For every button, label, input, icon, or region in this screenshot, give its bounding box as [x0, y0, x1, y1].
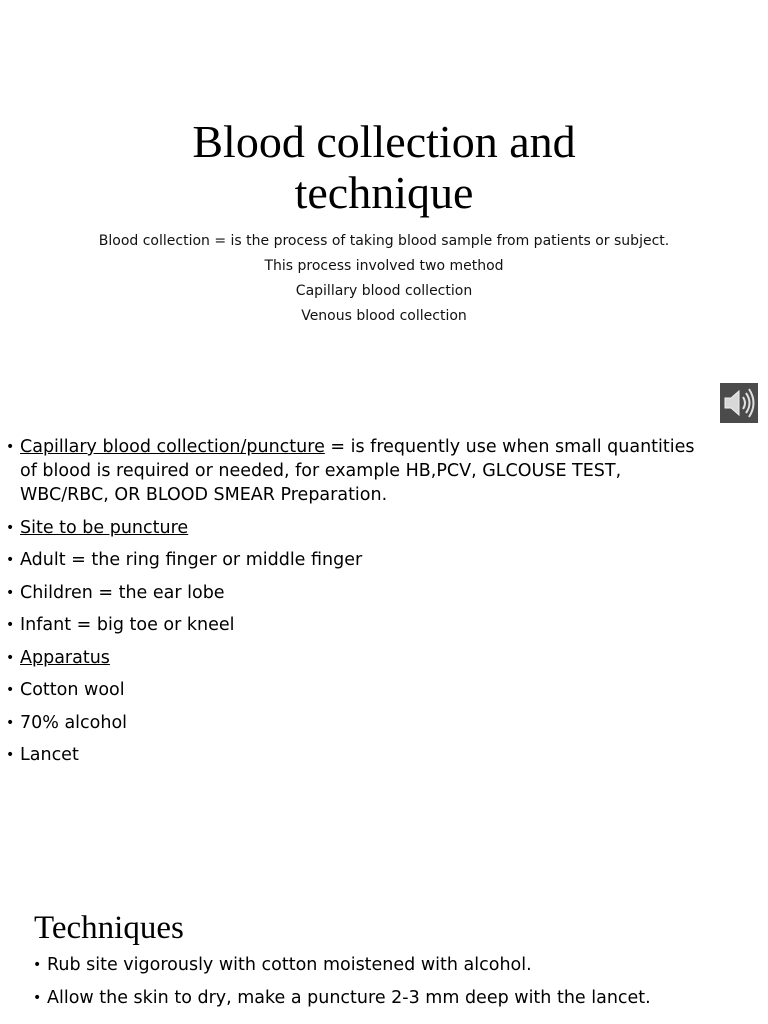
- bullet-marker: •: [6, 584, 15, 601]
- bullet-text: Rub site vigorously with cotton moistened with alcohol.: [47, 955, 532, 975]
- bullet-marker: •: [6, 439, 15, 455]
- slide-title-line-1: Blood collection and: [192, 116, 576, 167]
- list-item: [6, 613, 706, 637]
- list-item: [33, 986, 763, 1010]
- slide-title: [0, 116, 768, 218]
- bullet-text: Infant = big toe or kneel: [20, 615, 235, 635]
- list-item: [6, 678, 706, 702]
- list-item: [6, 743, 706, 767]
- bullet-heading: Capillary blood collection/puncture: [20, 437, 325, 457]
- list-item: [6, 646, 706, 670]
- bullet-marker: •: [6, 552, 15, 568]
- bullet-marker: •: [6, 714, 15, 731]
- capillary-bullet-list: [6, 435, 706, 776]
- bullet-marker: •: [6, 747, 15, 763]
- bullet-marker: •: [33, 957, 42, 973]
- bullet-text: Allow the skin to dry, make a puncture 2-3 mm deep with the lancet.: [47, 987, 651, 1008]
- bullet-heading: Apparatus: [20, 647, 110, 668]
- techniques-bullet-list: [33, 953, 763, 1018]
- list-item: [6, 516, 706, 540]
- bullet-marker: •: [6, 617, 15, 633]
- techniques-heading: Techniques: [34, 910, 184, 946]
- list-item: [6, 548, 706, 572]
- bullet-marker: •: [33, 989, 42, 1006]
- slide-subtitle: [0, 229, 768, 329]
- bullet-text: Adult = the ring finger or middle finger: [20, 550, 363, 570]
- subtitle-line: Venous blood collection: [301, 308, 467, 324]
- bullet-marker: •: [6, 649, 15, 666]
- subtitle-line: Blood collection = is the process of taking blood sample from patients or subject.: [98, 233, 670, 249]
- bullet-text: Cotton wool: [20, 680, 125, 700]
- bullet-marker: •: [6, 519, 15, 536]
- list-item: [6, 581, 706, 605]
- speaker-volume-icon[interactable]: [720, 383, 758, 423]
- slide-title-line-2: technique: [294, 167, 474, 218]
- bullet-text: Lancet: [20, 745, 79, 765]
- list-item: [33, 953, 763, 977]
- bullet-marker: •: [6, 682, 15, 698]
- bullet-heading: Site to be puncture: [20, 517, 189, 538]
- bullet-text: = is frequently use when small quantities of blood is required or needed, for example HB,PCV, GLCOUSE TEST, WBC/RBC, OR BLOOD SMEAR Preparation.: [20, 437, 695, 505]
- list-item: [6, 435, 706, 507]
- list-item: [6, 711, 706, 735]
- subtitle-line: This process involved two method: [264, 258, 504, 274]
- subtitle-line: Capillary blood collection: [295, 283, 473, 299]
- bullet-text: 70% alcohol: [20, 712, 128, 733]
- bullet-text: Children = the ear lobe: [20, 582, 225, 603]
